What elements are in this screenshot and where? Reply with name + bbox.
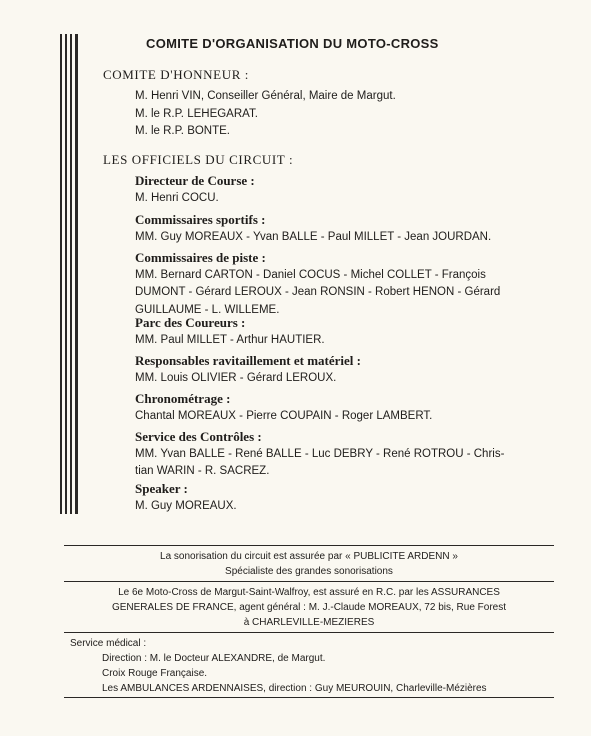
honneur-member: M. le R.P. LEHEGARAT. <box>135 107 258 120</box>
role-commissaires-sportifs <box>135 211 491 246</box>
role-line: MM. Louis OLIVIER - Gérard LEROUX. <box>135 371 337 384</box>
divider <box>64 632 554 633</box>
divider <box>64 545 554 546</box>
honneur-member: M. le R.P. BONTE. <box>135 125 231 137</box>
medical-line: Direction : M. le Docteur ALEXANDRE, de Margut. <box>102 653 326 664</box>
assurance-line: Le 6e Moto-Cross de Margut-Saint-Walfroy, est assuré en R.C. par les ASSURANCES <box>118 587 500 598</box>
sonorisation-notice <box>64 549 554 579</box>
honneur-member: M. Henri VIN, Conseiller Général, Maire de Margut. <box>135 90 396 102</box>
assurance-line: GENERALES DE FRANCE, agent général : M. J.-Claude MOREAUX, 72 bis, Rue Forest <box>111 602 507 613</box>
role-line: Chantal MOREAUX - Pierre COUPAIN - Roger LAMBERT. <box>135 409 433 422</box>
role-directeur <box>135 172 255 207</box>
role-line: M. Henri COCU. <box>135 191 219 204</box>
role-line: MM. Yvan BALLE - René BALLE - Luc DEBRY - René ROTROU - Chris- <box>135 447 505 460</box>
role-title: Parc des Coureurs : <box>135 315 246 330</box>
role-line: MM. Bernard CARTON - Daniel COCUS - Michel COLLET - François <box>135 268 486 281</box>
role-speaker <box>135 480 237 515</box>
role-title: Service des Contrôles : <box>135 429 262 444</box>
sonorisation-line: Spécialiste des grandes sonorisations <box>225 566 393 577</box>
role-line: DUMONT - Gérard LEROUX - Jean RONSIN - Robert HENON - Gérard <box>135 286 501 298</box>
role-commissaires-piste <box>135 249 500 319</box>
role-title: Chronométrage : <box>135 391 231 406</box>
divider <box>64 581 554 582</box>
medical-line: Les AMBULANCES ARDENNAISES, direction : Guy MEUROUIN, Charleville-Mézières <box>102 683 487 694</box>
assurance-notice <box>64 585 554 630</box>
role-line: tian WARIN - R. SACREZ. <box>135 465 270 477</box>
officiels-heading: LES OFFICIELS DU CIRCUIT : <box>103 152 294 167</box>
decorative-vertical-rules <box>60 34 80 514</box>
role-line: M. Guy MOREAUX. <box>135 499 237 512</box>
honneur-members <box>135 88 396 141</box>
role-ravitaillement <box>135 352 361 387</box>
honneur-heading: COMITE D'HONNEUR : <box>103 67 250 82</box>
officiels-section <box>103 151 293 169</box>
role-parc-coureurs <box>135 314 325 349</box>
medical-notice <box>70 636 554 696</box>
honneur-section <box>103 66 249 84</box>
assurance-line: à CHARLEVILLE-MEZIERES <box>243 617 375 628</box>
role-line: MM. Guy MOREAUX - Yvan BALLE - Paul MILLET - Jean JOURDAN. <box>135 230 492 243</box>
divider <box>64 697 554 698</box>
role-line: MM. Paul MILLET - Arthur HAUTIER. <box>135 333 325 346</box>
role-title: Commissaires sportifs : <box>135 212 266 227</box>
role-chronometrage <box>135 390 432 425</box>
page-title: COMITE D'ORGANISATION DU MOTO-CROSS <box>146 36 439 51</box>
role-line: GUILLAUME - L. WILLEME. <box>135 303 280 316</box>
role-title: Responsables ravitaillement et matériel : <box>135 353 362 368</box>
role-service-controles <box>135 428 504 481</box>
role-title: Speaker : <box>135 481 188 496</box>
medical-line: Croix Rouge Française. <box>102 668 208 679</box>
medical-heading: Service médical : <box>70 638 147 649</box>
role-title: Commissaires de piste : <box>135 250 266 265</box>
sonorisation-line: La sonorisation du circuit est assurée par « PUBLICITE ARDENN » <box>160 551 458 562</box>
role-title: Directeur de Course : <box>135 173 255 188</box>
